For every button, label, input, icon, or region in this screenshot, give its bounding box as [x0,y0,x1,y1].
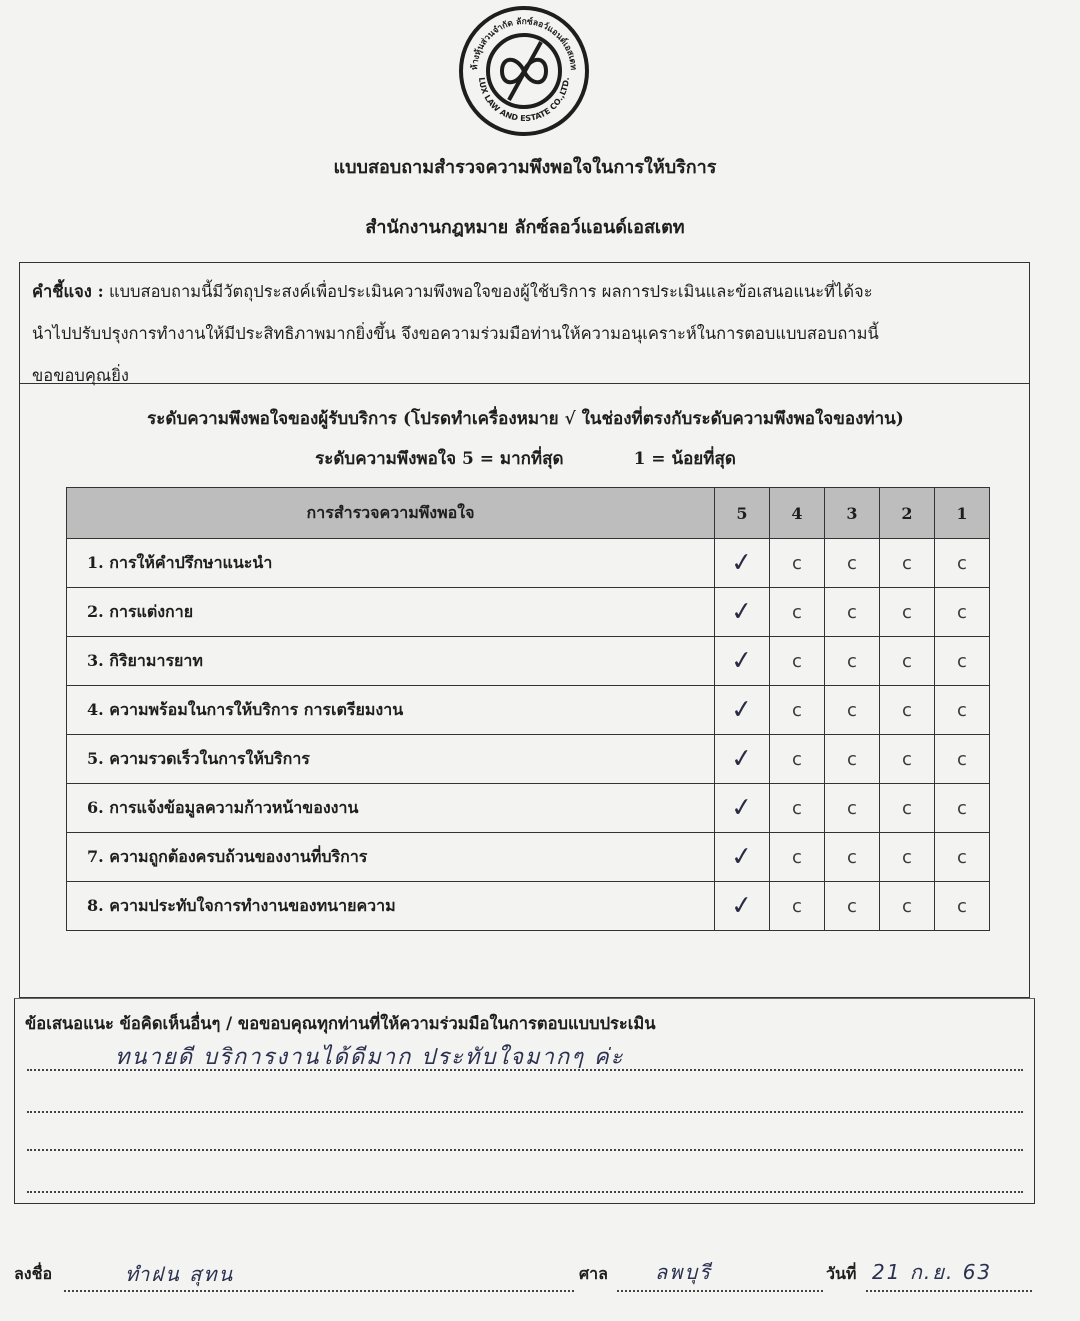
rating-cell-4[interactable] [770,735,825,784]
rating-cell-1[interactable] [935,539,990,588]
page-title: แบบสอบถามสำรวจความพึงพอใจในการให้บริการ [333,157,717,178]
court-handwritten: ลพบุรี [655,1260,712,1284]
empty-mark: c [792,895,802,917]
rating-cell-4[interactable] [770,882,825,931]
empty-mark: c [957,552,967,574]
empty-mark: c [902,748,912,770]
table-row [67,588,990,637]
rating-cell-1[interactable] [935,833,990,882]
svg-text:ห้างหุ้นส่วนจำกัด ลักซ์ลอว์แอน [469,16,578,71]
suggestions-label: ข้อเสนอแนะ ข้อคิดเห็นอื่นๆ / ขอขอบคุณทุกท่านที่ให้ความร่วมมือในการตอบแบบประเมิน [25,1014,656,1033]
rating-cell-2[interactable] [880,686,935,735]
rating-cell-1[interactable] [935,735,990,784]
instructions-line-3: ขอขอบคุณยิ่ง [32,366,129,385]
suggestion-line[interactable] [27,1111,1023,1113]
table-row [67,882,990,931]
level-header: 1 [935,488,990,539]
signature-handwritten: ทำฝน สุทน [125,1262,235,1286]
rating-cell-4[interactable] [770,637,825,686]
signature-label: ลงชื่อ [14,1264,53,1283]
table-header-row [67,488,990,539]
rating-cell-2[interactable] [880,784,935,833]
rating-cell-3[interactable] [825,833,880,882]
rating-cell-5[interactable] [715,735,770,784]
rating-cell-3[interactable] [825,784,880,833]
criteria-label: 6. การแจ้งข้อมูลความก้าวหน้าของงาน [67,784,715,833]
rating-cell-1[interactable] [935,637,990,686]
table-row [67,784,990,833]
table-row [67,686,990,735]
empty-mark: c [957,601,967,623]
rating-cell-4[interactable] [770,686,825,735]
rating-cell-3[interactable] [825,637,880,686]
empty-mark: c [792,552,802,574]
rating-cell-1[interactable] [935,686,990,735]
rating-cell-3[interactable] [825,539,880,588]
empty-mark: c [792,650,802,672]
level-header: 2 [880,488,935,539]
criteria-label: 8. ความประทับใจการทำงานของทนายความ [67,882,715,931]
rating-cell-2[interactable] [880,833,935,882]
empty-mark: c [792,846,802,868]
rating-cell-1[interactable] [935,588,990,637]
logo-english-text: LUX LAW AND ESTATE CO.,LTD. [476,76,571,124]
table-row [67,735,990,784]
instructions-box [19,262,1030,384]
level-header: 3 [825,488,880,539]
instructions-line-2: นำไปปรับปรุงการทำงานให้มีประสิทธิภาพมากยิ่งขึ้น จึงขอความร่วมมือท่านให้ความอนุเคราะห์ในการตอบแบบสอบถามนี้ [32,324,879,343]
criteria-label: 5. ความรวดเร็วในการให้บริการ [67,735,715,784]
criteria-header: การสำรวจความพึงพอใจ [67,488,715,539]
empty-mark: c [902,797,912,819]
rating-scale [20,445,1031,472]
criteria-label: 3. กิริยามารยาท [67,637,715,686]
criteria-label: 7. ความถูกต้องครบถ้วนของงานที่บริการ [67,833,715,882]
check-mark-icon: ✓ [729,742,755,776]
level-header: 4 [770,488,825,539]
empty-mark: c [847,797,857,819]
empty-mark: c [847,699,857,721]
empty-mark: c [792,601,802,623]
handwritten-suggestion: ทนายดี บริการงานได้ดีมาก ประทับใจมากๆ ค่ะ [115,1045,625,1070]
rating-cell-5[interactable] [715,833,770,882]
rating-cell-5[interactable] [715,637,770,686]
rating-cell-4[interactable] [770,539,825,588]
rating-cell-4[interactable] [770,833,825,882]
date-line[interactable] [866,1290,1032,1292]
rating-cell-5[interactable] [715,686,770,735]
rating-cell-3[interactable] [825,735,880,784]
instructions-label: คำชี้แจง : [32,282,104,301]
rating-cell-5[interactable] [715,588,770,637]
rating-cell-4[interactable] [770,588,825,637]
check-mark-icon: ✓ [729,546,755,580]
rating-cell-1[interactable] [935,882,990,931]
rating-section [19,383,1030,998]
empty-mark: c [902,601,912,623]
date-handwritten: 21 ก.ย. 63 [872,1260,993,1284]
rating-cell-5[interactable] [715,882,770,931]
court-label: ศาล [579,1264,608,1283]
suggestions-section [14,998,1035,1204]
rating-cell-1[interactable] [935,784,990,833]
empty-mark: c [957,895,967,917]
rating-heading: ระดับความพึงพอใจของผู้รับบริการ (โปรดทำเครื่องหมาย √ ในช่องที่ตรงกับระดับความพึงพอใจของท่าน) [147,409,904,429]
empty-mark: c [792,748,802,770]
criteria-label: 1. การให้คำปรึกษาแนะนำ [67,539,715,588]
empty-mark: c [792,699,802,721]
rating-cell-4[interactable] [770,784,825,833]
empty-mark: c [957,748,967,770]
criteria-label: 2. การแต่งกาย [67,588,715,637]
check-mark-icon: ✓ [729,840,755,874]
empty-mark: c [902,846,912,868]
date-label: วันที่ [826,1264,857,1283]
empty-mark: c [847,748,857,770]
empty-mark: c [847,650,857,672]
rating-cell-2[interactable] [880,539,935,588]
empty-mark: c [957,797,967,819]
signature-line[interactable] [64,1290,574,1292]
rating-cell-2[interactable] [880,735,935,784]
empty-mark: c [957,846,967,868]
rating-cell-2[interactable] [880,588,935,637]
rating-table [66,487,990,931]
empty-mark: c [902,895,912,917]
empty-mark: c [847,601,857,623]
check-mark-icon: ✓ [729,644,755,678]
court-line[interactable] [617,1290,823,1292]
instructions-line-1: แบบสอบถามนี้มีวัตถุประสงค์เพื่อประเมินความพึงพอใจของผู้ใช้บริการ ผลการประเมินและข้อเสนอแนะที่ได้จะ [108,282,873,301]
rating-cell-5[interactable] [715,784,770,833]
check-mark-icon: ✓ [729,791,755,825]
empty-mark: c [792,797,802,819]
company-logo [457,4,591,138]
rating-cell-2[interactable] [880,637,935,686]
suggestion-line[interactable] [27,1149,1023,1151]
criteria-label: 4. ความพร้อมในการให้บริการ การเตรียมงาน [67,686,715,735]
check-mark-icon: ✓ [729,693,755,727]
check-mark-icon: ✓ [729,595,755,629]
table-row [67,833,990,882]
empty-mark: c [847,895,857,917]
table-row [67,539,990,588]
empty-mark: c [847,552,857,574]
empty-mark: c [902,552,912,574]
check-mark-icon: ✓ [729,889,755,923]
empty-mark: c [957,650,967,672]
empty-mark: c [902,699,912,721]
empty-mark: c [957,699,967,721]
rating-cell-3[interactable] [825,686,880,735]
rating-cell-2[interactable] [880,882,935,931]
rating-cell-5[interactable] [715,539,770,588]
empty-mark: c [847,846,857,868]
rating-cell-3[interactable] [825,882,880,931]
level-header: 5 [715,488,770,539]
logo-thai-text: ห้างหุ้นส่วนจำกัด ลักซ์ลอว์แอนด์เอสเตท [469,16,579,71]
suggestion-line[interactable] [27,1191,1023,1193]
page-subtitle: สำนักงานกฎหมาย ลักซ์ลอว์แอนด์เอสเตท [365,217,685,238]
scale-low: 1 = น้อยที่สุด [633,449,736,469]
scale-high: ระดับความพึงพอใจ 5 = มากที่สุด [315,449,564,469]
table-row [67,637,990,686]
rating-cell-3[interactable] [825,588,880,637]
empty-mark: c [902,650,912,672]
